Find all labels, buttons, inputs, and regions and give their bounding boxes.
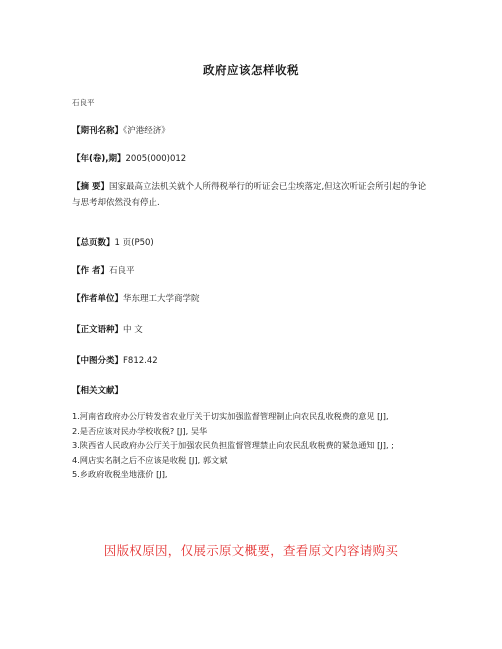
field-classification <box>72 353 434 369</box>
author-line: 石良平 <box>72 98 95 107</box>
field-value: 国家最高立法机关就个人所得税举行的听证会已尘埃落定,但这次听证会所引起的争论与思考却依然没有停止. <box>72 182 427 208</box>
copyright-notice[interactable]: 因版权原因，仅展示原文概要，查看原文内容请购买 <box>103 543 399 558</box>
field-label: 【摘 要】 <box>72 182 109 192</box>
field-label: 【中图分类】 <box>72 356 124 366</box>
field-language <box>72 322 434 338</box>
field-year-volume-issue <box>72 151 434 167</box>
field-label: 【作者单位】 <box>72 294 124 304</box>
field-value: 中 文 <box>123 325 143 335</box>
field-author-affiliation <box>72 291 434 307</box>
page-title: 政府应该怎样收税 <box>203 63 299 77</box>
field-abstract <box>72 179 434 211</box>
field-value: 《沪港经济》 <box>123 126 170 136</box>
field-label: 【总页数】 <box>72 238 115 248</box>
field-label: 【期刊名称】 <box>72 126 124 136</box>
related-literature-heading: 【相关文献】 <box>72 386 124 396</box>
field-value: 1 页(P50) <box>114 238 154 248</box>
field-value: 华东理工大学商学院 <box>123 294 200 304</box>
list-item[interactable]: 3.陕西省人民政府办公厅关于加强农民负担监督管理禁止向农民乱收税费的紧急通知 [J], ; <box>72 440 394 450</box>
field-label: 【年(卷),期】 <box>72 154 126 164</box>
field-value: F812.42 <box>123 356 158 366</box>
list-item[interactable]: 4.网店实名制之后不应该是收税 [J], 郭文斌 <box>72 454 228 465</box>
related-literature-list <box>72 410 434 483</box>
field-page-count <box>72 235 434 251</box>
field-value: 2005(000)012 <box>125 154 187 164</box>
field-author <box>72 263 434 279</box>
field-journal-name <box>72 123 434 139</box>
list-item[interactable]: 1.河南省政府办公厅转发省农业厅关于切实加强监督管理制止向农民乱收税费的意见 [J], <box>72 411 389 421</box>
field-value: 石良平 <box>108 266 135 276</box>
field-label: 【正文语种】 <box>72 325 124 335</box>
field-label: 【作 者】 <box>72 266 109 276</box>
list-item[interactable]: 5.乡政府收税坐地涨价 [J], <box>72 469 168 479</box>
list-item[interactable]: 2.是否应该对民办学校收税? [J], 吴华 <box>72 425 208 436</box>
